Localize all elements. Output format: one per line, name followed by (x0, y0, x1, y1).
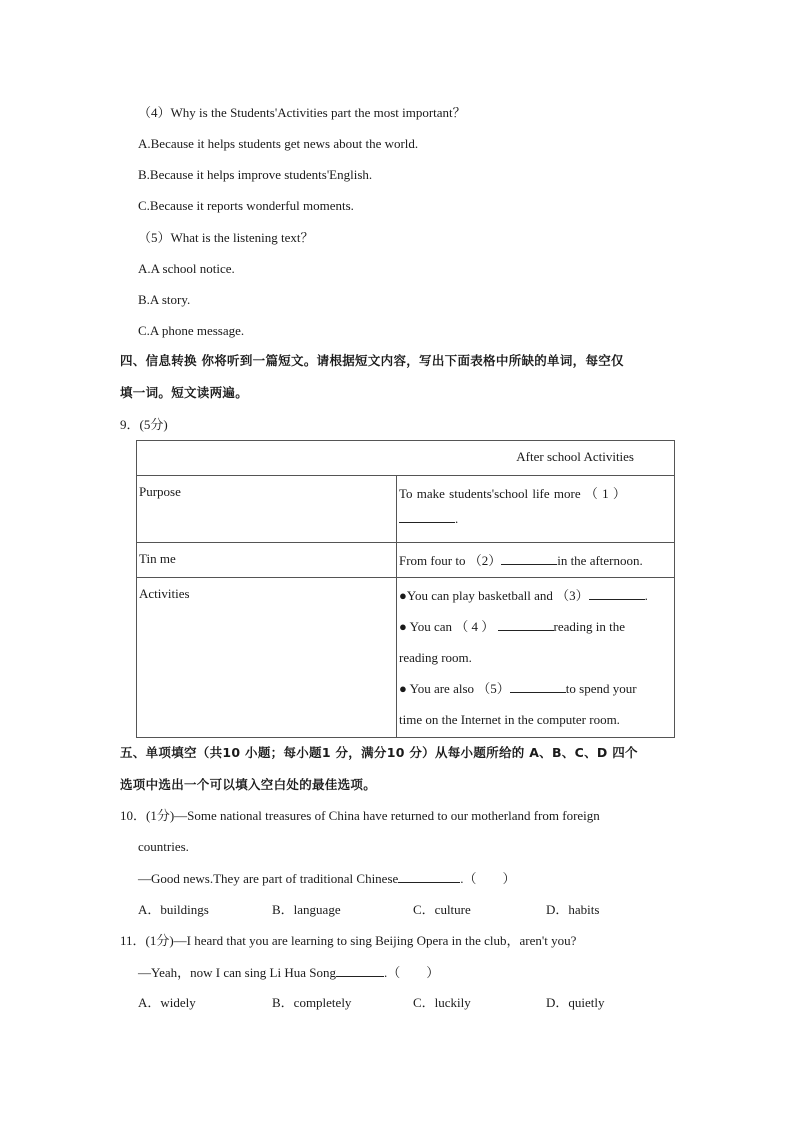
table-header-cell (137, 441, 675, 476)
activity-3-c: time on the Internet in the computer room. (399, 712, 620, 727)
q10-stem-line1: 10．(1分)—Some national treasures of China have returned to our motherland from foreign (120, 808, 600, 823)
section4-heading-line1: 四、信息转换 你将听到一篇短文。请根据短文内容，写出下面表格中所缺的单词，每空仅 (120, 353, 624, 368)
q5-option-c: C.A phone message. (138, 323, 245, 338)
q10-option-a[interactable]: A．buildings (138, 902, 209, 917)
q11-stem2-a: —Yeah，now I can sing Li Hua Song (138, 965, 336, 980)
blank-1[interactable] (399, 509, 455, 523)
blank-4[interactable] (498, 617, 554, 631)
q11-option-a[interactable]: A．widely (138, 995, 196, 1010)
time-text-cell (397, 543, 675, 578)
q11-stem-line2 (138, 963, 439, 982)
blank-5[interactable] (510, 679, 566, 693)
time-label-cell (137, 543, 397, 578)
activity-1-a: ●You can play basketball and （3） (399, 588, 589, 603)
blank-3[interactable] (589, 586, 645, 600)
purpose-label: Purpose (139, 484, 181, 499)
activity-1-b: . (644, 588, 648, 603)
q11-stem2-b: .（ ） (384, 965, 440, 980)
q10-stem-line2: countries. (138, 839, 189, 854)
q10-stem3-b: .（ ） (460, 871, 516, 886)
q5-question: （5）What is the listening text？ (138, 230, 314, 245)
q11-option-d[interactable]: D．quietly (546, 995, 605, 1010)
q11-option-b[interactable]: B．completely (272, 995, 352, 1010)
q4-question: （4）Why is the Students'Activities part the most important？ (138, 105, 466, 120)
q10-option-b[interactable]: B．language (272, 902, 341, 917)
q11-option-c[interactable]: C．luckily (413, 995, 471, 1010)
section4-heading-line2: 填一词。短文读两遍。 (120, 385, 249, 400)
q11-stem-line1: 11．(1分)—I heard that you are learning to sing Beijing Opera in the club，aren't you? (120, 933, 577, 948)
q10-option-c[interactable]: C．culture (413, 902, 471, 917)
purpose-text-cell (397, 476, 675, 543)
time-text-b: in the afternoon. (557, 553, 643, 568)
activities-label-cell (137, 578, 397, 738)
section5-heading-line2: 选项中选出一个可以填入空白处的最佳选项。 (120, 777, 377, 792)
activity-2-a: ● You can （ 4 ） (399, 619, 495, 634)
q11-blank[interactable] (336, 963, 384, 977)
purpose-text-end: . (455, 511, 459, 526)
time-label: Tin me (139, 551, 176, 566)
q4-option-a: A.Because it helps students get news about the world. (138, 136, 419, 151)
purpose-label-cell (137, 476, 397, 543)
time-text-a: From four to （2） (399, 553, 502, 568)
activity-2-b: reading in the (553, 619, 625, 634)
section5-heading-line1: 五、单项填空（共10 小题；每小题1 分，满分10 分）从每小题所给的 A、B、C、D 四个 (120, 745, 638, 760)
q4-option-b: B.Because it helps improve students'English. (138, 167, 373, 182)
q10-stem3-a: —Good news.They are part of traditional Chinese (138, 871, 399, 886)
q10-option-d[interactable]: D．habits (546, 902, 600, 917)
purpose-text-line1: To make students'school life more （ 1 ） (399, 486, 626, 501)
q4-option-c: C.Because it reports wonderful moments. (138, 198, 354, 213)
activities-text-cell (397, 578, 675, 738)
activity-2-c: reading room. (399, 650, 472, 665)
q5-option-a: A.A school notice. (138, 261, 235, 276)
activities-table (136, 440, 675, 738)
table-header: After school Activities (516, 449, 634, 464)
activities-label: Activities (139, 586, 190, 601)
blank-2[interactable] (501, 551, 557, 565)
q9-number: 9．(5分) (120, 417, 168, 432)
q10-blank[interactable] (398, 869, 460, 883)
q10-stem-line3 (138, 869, 516, 888)
activity-3-a: ● You are also （5） (399, 681, 510, 696)
activity-3-b: to spend your (565, 681, 637, 696)
q5-option-b: B.A story. (138, 292, 191, 307)
